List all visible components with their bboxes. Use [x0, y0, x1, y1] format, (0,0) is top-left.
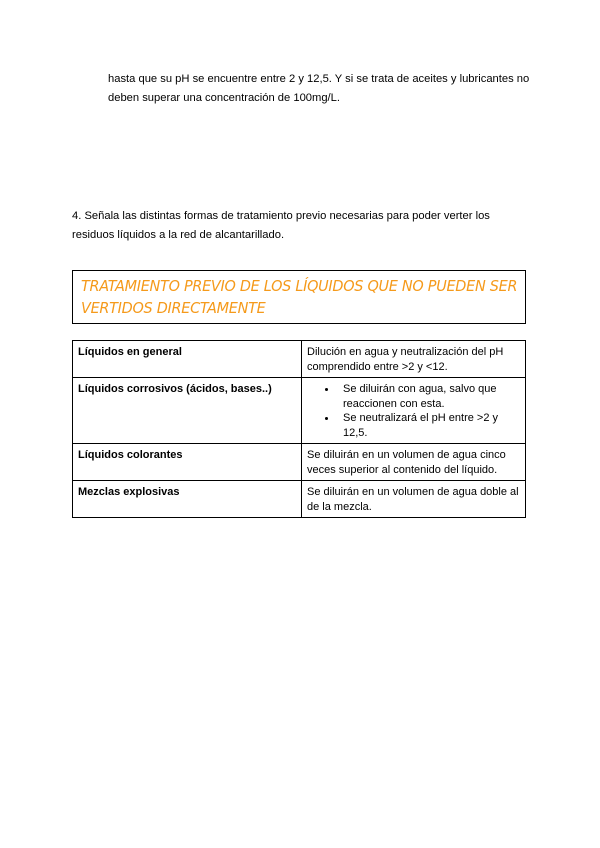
row-description [302, 378, 526, 444]
question-4 [72, 207, 542, 245]
table-row [73, 444, 526, 481]
title-box [72, 270, 526, 324]
title-line: TRATAMIENTO PREVIO DE LOS LÍQUIDOS QUE NO PUEDEN SER [81, 277, 518, 295]
paragraph-line: hasta que su pH se encuentre entre 2 y 12,5. Y si se trata de aceites y lubricantes no [108, 73, 530, 85]
treatment-table [72, 340, 526, 518]
bullet-line: Se neutralizará el pH entre >2 y [343, 412, 499, 424]
row-label: Mezclas explosivas [73, 481, 302, 518]
description-line: Se diluirán en un volumen de agua cinco [307, 449, 506, 461]
description-line: veces superior al contenido del líquido. [307, 463, 498, 476]
row-label: Líquidos corrosivos (ácidos, bases..) [73, 378, 302, 444]
list-item [337, 382, 520, 411]
question-line: residuos líquidos a la red de alcantarillado. [72, 229, 285, 241]
table-row [73, 481, 526, 518]
description-line: comprendido entre >2 y <12. [307, 360, 448, 373]
row-label: Líquidos colorantes [73, 444, 302, 481]
bullet-line: Se diluirán con agua, salvo que [343, 383, 497, 395]
table-row [73, 341, 526, 378]
description-line: de la mezcla. [307, 500, 372, 513]
paragraph-continuation [108, 70, 548, 108]
paragraph-line: deben superar una concentración de 100mg/L. [108, 92, 340, 104]
table-row [73, 378, 526, 444]
row-description [302, 481, 526, 518]
row-label: Líquidos en general [73, 341, 302, 378]
bullet-line: reaccionen con esta. [343, 397, 445, 410]
title-text [81, 275, 527, 319]
description-line: Se diluirán en un volumen de agua doble al [307, 486, 519, 498]
question-line: 4. Señala las distintas formas de tratamiento previo necesarias para poder verter los [72, 210, 490, 222]
list-item [337, 411, 520, 440]
description-line: Dilución en agua y neutralización del pH [307, 346, 504, 358]
row-description [302, 341, 526, 378]
bullet-line: 12,5. [343, 426, 368, 439]
bullet-list [307, 382, 520, 440]
row-description [302, 444, 526, 481]
title-line: VERTIDOS DIRECTAMENTE [81, 299, 266, 317]
